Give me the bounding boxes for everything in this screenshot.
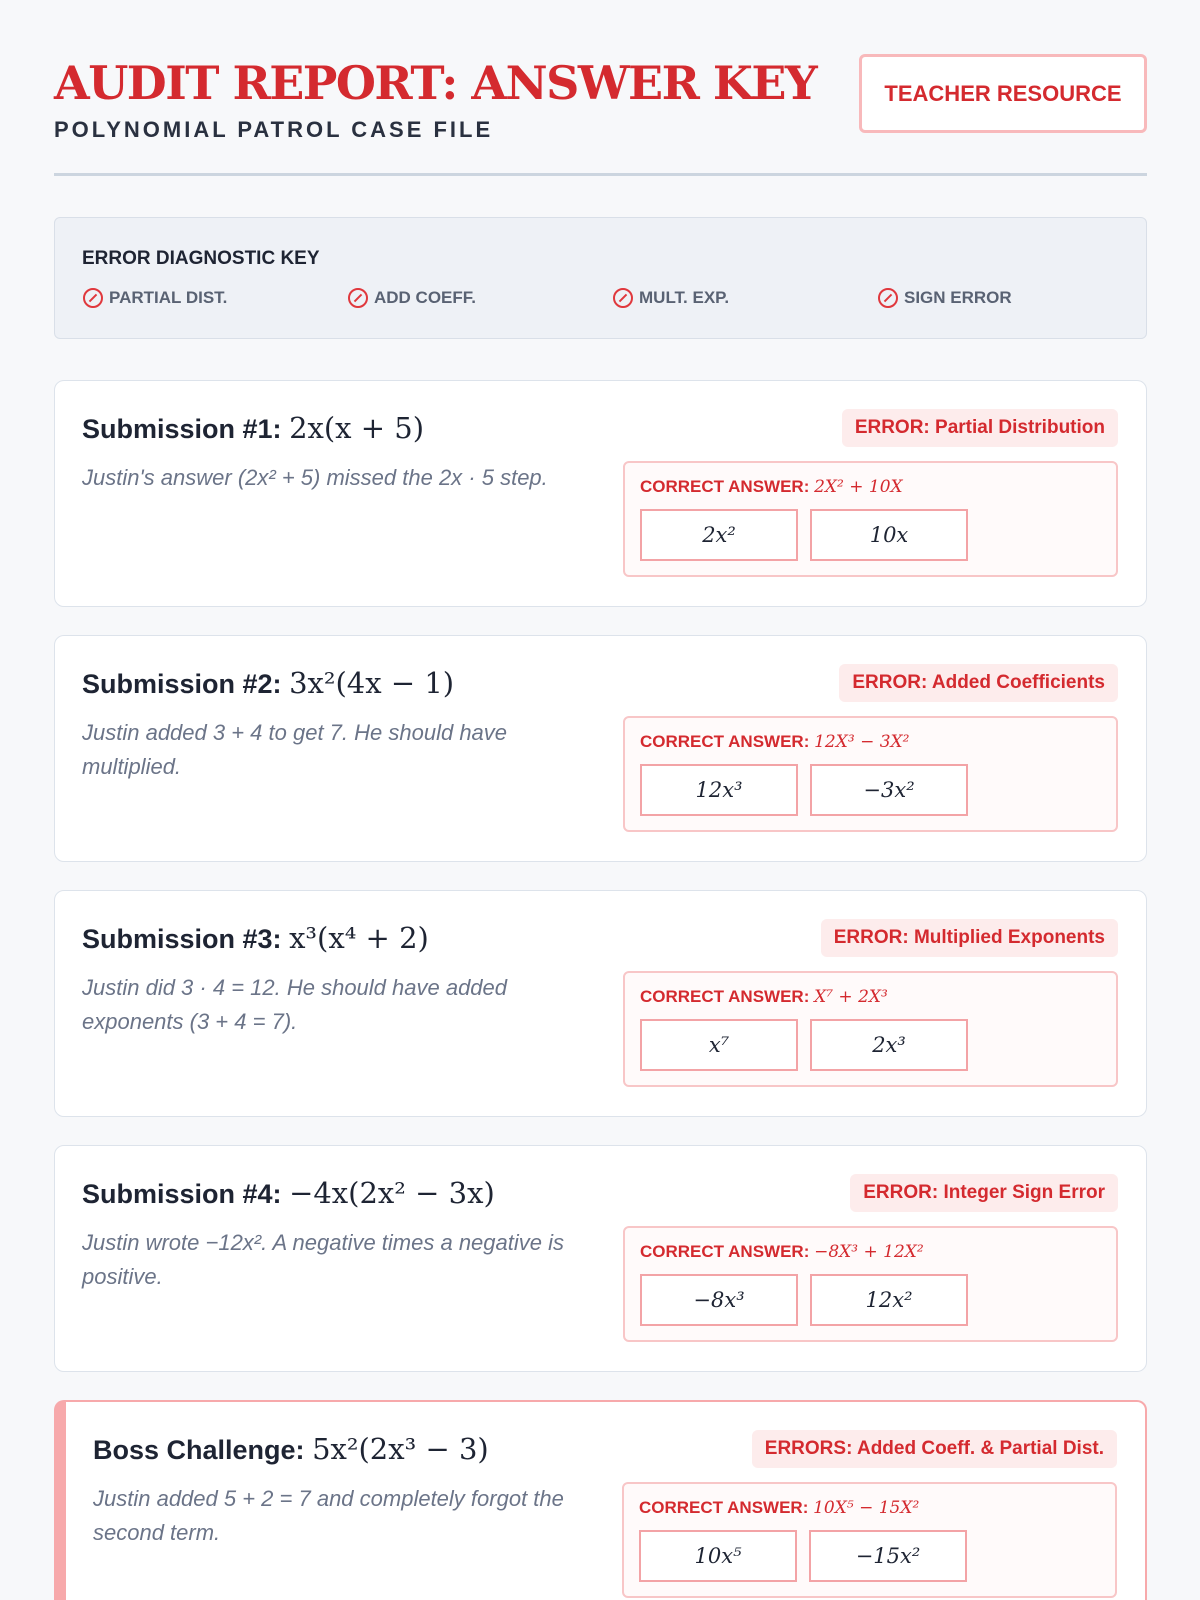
key-item-mult-exp [613, 288, 878, 308]
answer-term-1: 10x⁵ [639, 1530, 797, 1582]
ban-icon [878, 288, 898, 308]
error-diagnostic-key [54, 217, 1147, 339]
ban-icon [348, 288, 368, 308]
submission-label: Submission #3: [82, 924, 282, 954]
error-tag: ERROR: Partial Distribution [842, 409, 1118, 447]
answer-term-2: 2x³ [810, 1019, 968, 1071]
answer-term-1: −8x³ [640, 1274, 798, 1326]
error-explanation: Justin's answer (2x² + 5) missed the 2x · 5 step. [82, 465, 548, 490]
correct-answer-box [622, 1482, 1117, 1598]
answer-expression: 10X⁵ − 15X² [813, 1498, 920, 1518]
submission-expression: 3x²(4x − 1) [289, 666, 455, 700]
answer-term-2: −15x² [809, 1530, 967, 1582]
key-item-label: ADD COEFF. [374, 288, 476, 307]
submission-title [82, 921, 429, 955]
answer-expression: 2X² + 10X [814, 477, 903, 497]
error-tag: ERROR: Added Coefficients [839, 664, 1118, 702]
correct-answer-label [640, 477, 903, 497]
correct-answer-box [623, 461, 1118, 577]
answer-term-2: 12x² [810, 1274, 968, 1326]
key-title: ERROR DIAGNOSTIC KEY [82, 248, 320, 269]
submission-title [82, 411, 424, 445]
error-explanation: Justin did 3 · 4 = 12. He should have added exponents (3 + 4 = 7). [82, 975, 508, 1034]
submission-expression: x³(x⁴ + 2) [289, 921, 429, 955]
answer-label-text: CORRECT ANSWER: [640, 1242, 810, 1261]
correct-answer-box [623, 971, 1118, 1087]
submission-label: Boss Challenge: [93, 1435, 305, 1465]
answer-key-page [54, 0, 1147, 1568]
submission-expression: −4x(2x² − 3x) [289, 1176, 495, 1210]
correct-answer-label [640, 732, 909, 752]
submission-title [93, 1432, 489, 1466]
answer-expression: 12X³ − 3X² [814, 732, 910, 752]
answer-term-1: 2x² [640, 509, 798, 561]
report-header [54, 0, 1147, 176]
key-item-label: MULT. EXP. [639, 288, 730, 307]
submission-label: Submission #2: [82, 669, 282, 699]
answer-label-text: CORRECT ANSWER: [640, 732, 810, 751]
correct-answer-label [640, 987, 888, 1007]
answer-expression: X⁷ + 2X³ [814, 987, 888, 1007]
key-item-partial-dist [83, 288, 348, 308]
answer-term-2: 10x [810, 509, 968, 561]
submission-label: Submission #4: [82, 1179, 282, 1209]
submission-expression: 2x(x + 5) [289, 411, 425, 445]
ban-icon [83, 288, 103, 308]
error-explanation: Justin added 5 + 2 = 7 and completely forgot the second term. [93, 1486, 564, 1545]
key-item-label: PARTIAL DIST. [109, 288, 228, 307]
error-explanation: Justin added 3 + 4 to get 7. He should have multiplied. [82, 720, 508, 779]
ban-icon [613, 288, 633, 308]
submission-title [82, 666, 454, 700]
boss-challenge-card [54, 1400, 1147, 1600]
submission-card-1 [54, 380, 1147, 607]
correct-answer-label [640, 1242, 924, 1262]
page-title: AUDIT REPORT: ANSWER KEY [54, 56, 817, 110]
correct-answer-box [623, 716, 1118, 832]
answer-term-2: −3x² [810, 764, 968, 816]
teacher-resource-badge: TEACHER RESOURCE [859, 54, 1147, 133]
key-item-label: SIGN ERROR [904, 288, 1012, 307]
error-tag: ERRORS: Added Coeff. & Partial Dist. [752, 1430, 1117, 1468]
answer-term-1: 12x³ [640, 764, 798, 816]
error-tag: ERROR: Integer Sign Error [850, 1174, 1118, 1212]
correct-answer-box [623, 1226, 1118, 1342]
key-item-add-coeff [348, 288, 613, 308]
answer-label-text: CORRECT ANSWER: [639, 1498, 809, 1517]
answer-term-1: x⁷ [640, 1019, 798, 1071]
answer-expression: −8X³ + 12X² [814, 1242, 924, 1262]
answer-label-text: CORRECT ANSWER: [640, 477, 810, 496]
answer-label-text: CORRECT ANSWER: [640, 987, 810, 1006]
key-item-sign-error [878, 288, 1143, 308]
submission-label: Submission #1: [82, 414, 282, 444]
submission-card-2 [54, 635, 1147, 862]
submission-expression: 5x²(2x³ − 3) [312, 1432, 489, 1466]
correct-answer-label [639, 1498, 919, 1518]
error-explanation: Justin wrote −12x². A negative times a negative is positive. [82, 1230, 565, 1289]
submission-title [82, 1176, 495, 1210]
submission-card-4 [54, 1145, 1147, 1372]
submission-card-3 [54, 890, 1147, 1117]
page-subtitle: POLYNOMIAL PATROL CASE FILE [54, 117, 494, 142]
key-items [83, 288, 1143, 308]
error-tag: ERROR: Multiplied Exponents [821, 919, 1118, 957]
